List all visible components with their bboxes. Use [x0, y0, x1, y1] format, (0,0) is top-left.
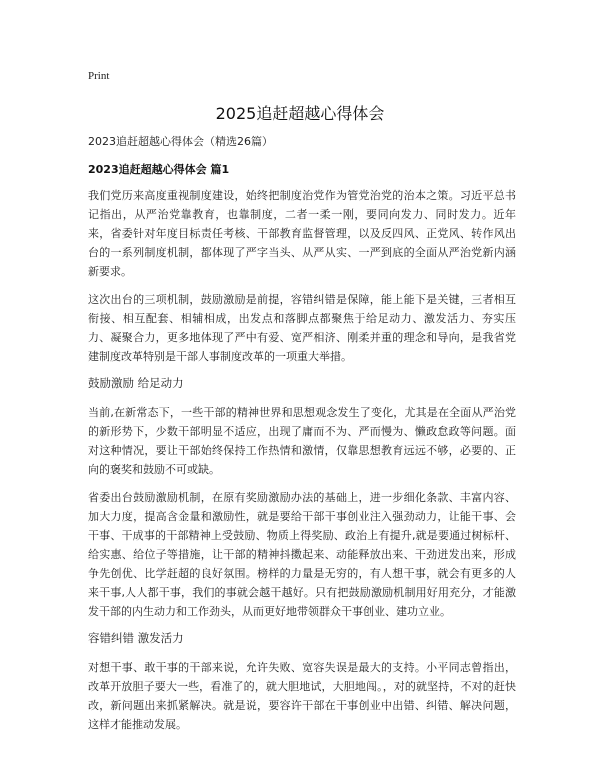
- paragraph: 我们党历来高度重视制度建设，始终把制度治党作为管党治党的治本之策。习近平总书记指出，从严治党靠教育，也靠制度，二者一柔一刚，要同向发力、同时发力。近年来，省委针对年度目标责任考核、干部教育监督管理，以及反四风、正党风、转作风出台的一系列制度机制，都体现了严字当头、从严从实、一严到底的全面从严治党新内涵新要求。: [88, 189, 516, 278]
- section-title: 2023追赶超越心得体会 篇1: [88, 163, 230, 176]
- document-subtitle: 2023追赶超越心得体会（精选26篇）: [88, 135, 273, 148]
- print-link[interactable]: Print: [88, 70, 110, 82]
- subsection-heading: 鼓励激励 给足动力: [88, 376, 184, 390]
- page-title: 2025追赶超越心得体会: [215, 104, 385, 123]
- paragraph: 省委出台鼓励激励机制，在原有奖励激励办法的基础上，进一步细化条款、丰富内容、加大力度，提高含金量和激励性，就是要给干部干事创业注入强劲动力，让能干事、会干事、干成事的干部精神上受鼓励、物质上得奖励、政治上有提升,就是要通过树标杆、给实惠、给位子等措施，让干部的精神抖擞起来、动能释放出来、干劲迸发出来，形成争先创优、比学赶超的良好氛围。榜样的力量是无穷的，有人想干事，就会有更多的人来干事,人人都干事，我们的事就会越干越好。只有把鼓励激励机制用好用充分，才能激发干部的内生动力和工作劲头，从而更好地带领群众干事创业、建功立业。: [88, 491, 516, 618]
- paragraph: 当前,在新常态下，一些干部的精神世界和思想观念发生了变化，尤其是在全面从严治党的新形势下，少数干部明显不适应，出现了庸而不为、严而慢为、懒政怠政等问题。面对这种情况，要让干部始终保持工作热情和激情，仅靠思想教育远远不够，必要的、正向的褒奖和鼓励不可或缺。: [88, 406, 516, 476]
- paragraph: 对想干事、敢干事的干部来说，允许失败、宽容失误是最大的支持。小平同志曾指出，改革开放胆子要大一些，看准了的，就大胆地试，大胆地闯。，对的就坚持，不对的赶快改，新问题出来抓紧解决。就是说，要容许干部在干事创业中出错、纠错、解决问题，这样才能推动发展。: [88, 661, 516, 731]
- subsection-heading: 容错纠错 激发活力: [88, 631, 184, 645]
- document-body: [88, 134, 516, 743]
- paragraph: 这次出台的三项机制，鼓励激励是前提，容错纠错是保障，能上能下是关键，三者相互衔接、相互配套、相辅相成，出发点和落脚点都聚焦于给足动力、激发活力、夯实压力、凝聚合力，更多地体现了严中有爱、宽严相济、刚柔并重的理念和导向，是我省党建制度改革特别是干部人事制度改革的一项重大举措。: [88, 293, 516, 363]
